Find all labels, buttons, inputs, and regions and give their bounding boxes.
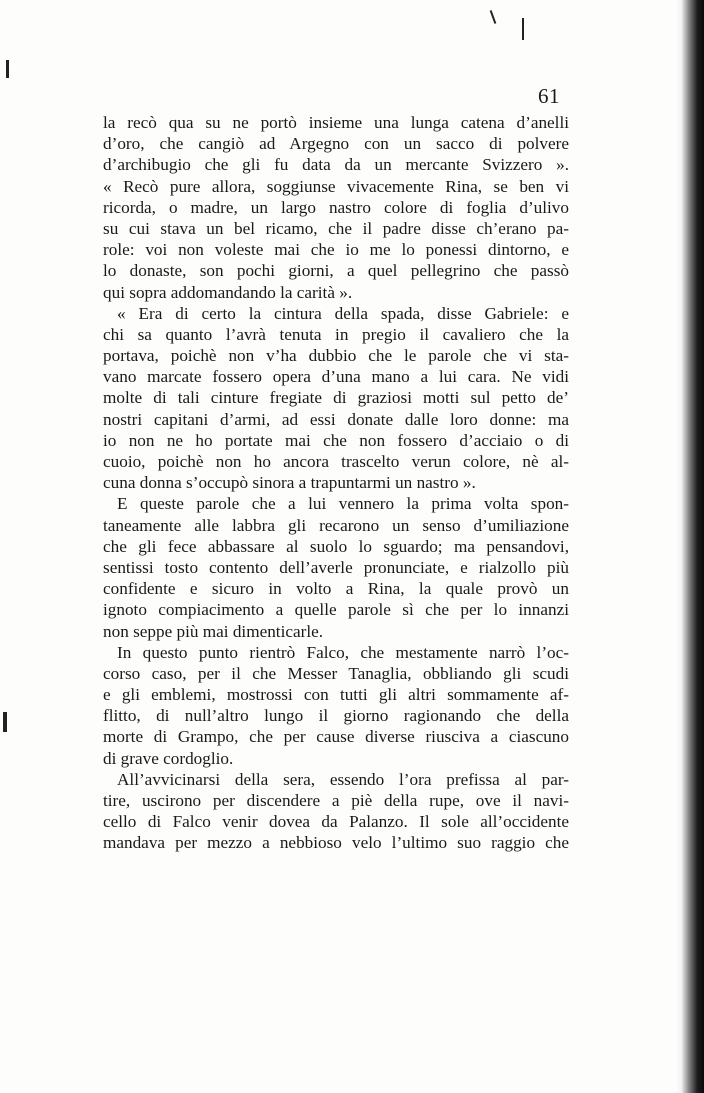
scan-mark [3, 712, 7, 732]
text-line: role: voi non voleste mai che io me lo ponessi dintorno, e [103, 240, 569, 260]
text-line: taneamente alle labbra gli recarono un senso d’umiliazione [103, 515, 569, 535]
text-line: cuoio, poichè non ho ancora trascelto verun colore, nè al- [103, 452, 569, 471]
text-line: qui sopra addomandando la carità ». [103, 282, 353, 302]
text-line: non seppe più mai dimenticarle. [103, 621, 324, 641]
page-number: 61 [538, 84, 560, 108]
text-line: tire, uscirono per discendere a piè della rupe, ove il navi- [103, 791, 569, 810]
text-line: chi sa quanto l’avrà tenuta in pregio il cavaliero che la [103, 324, 569, 344]
text-line: ignoto compiacimento a quelle parole sì che per lo innanzi [103, 600, 569, 620]
text-line: la recò qua su ne portò insieme una lunga catena d’anelli [103, 113, 569, 132]
text-line: io non ne ho portate mai che non fossero d’acciaio o di [103, 430, 569, 450]
text-line: flitto, di null’altro lungo il giorno ragionando che della [103, 706, 569, 726]
text-line: molte di tali cinture fregiate di graziosi motti sul petto de’ [103, 388, 569, 408]
scan-mark [522, 18, 524, 40]
text-line: lo donaste, son pochi giorni, a quel pellegrino che passò [103, 261, 569, 281]
text-line: che gli fece abbassare al suolo lo sguardo; ma pensandovi, [103, 536, 569, 556]
text-line: All’avvicinarsi della sera, essendo l’ora prefissa al par- [117, 769, 569, 789]
text-line: vano marcate fossero opera d’una mano a lui cara. Ne vidi [103, 367, 569, 387]
text-line: corso caso, per il che Messer Tanaglia, obbliando gli scudi [103, 663, 569, 683]
text-line: e gli emblemi, mostrossi con tutti gli altri sommamente af- [103, 685, 569, 705]
text-line: portava, poichè non v’ha dubbio che le parole che vi sta- [103, 346, 569, 366]
text-line: morte di Grampo, che per cause diverse riusciva a ciascuno [103, 727, 569, 747]
text-line: sentissi tosto contento dell’averle pronunciate, e rialzollo più [103, 557, 569, 577]
text-line: d’archibugio che gli fu data da un mercante Svizzero ». [103, 155, 569, 175]
text-line: su cui stava un bel ricamo, che il padre disse ch’erano pa- [103, 218, 569, 238]
text-line: di grave cordoglio. [103, 748, 234, 768]
text-line: In questo punto rientrò Falco, che mestamente narrò l’oc- [117, 642, 569, 662]
scan-mark [490, 10, 497, 24]
text-line: « Recò pure allora, soggiunse vivacemente Rina, se ben vi [103, 176, 569, 196]
text-line: E queste parole che a lui vennero la prima volta spon- [117, 494, 569, 514]
body-text [103, 112, 569, 854]
text-line: ricorda, o madre, un largo nastro colore di foglia d’ulivo [103, 197, 569, 217]
scan-mark [6, 60, 9, 78]
text-line: cuna donna s’occupò sinora a trapuntarmi un nastro ». [103, 473, 476, 493]
scan-edge [682, 0, 704, 1093]
text-line: mandava per mezzo a nebbioso velo l’ultimo suo raggio che [103, 833, 569, 853]
text-line: nostri capitani d’armi, ad essi donate dalle loro donne: ma [103, 409, 569, 429]
text-line: confidente e sicuro in volto a Rina, la quale provò un [103, 579, 569, 599]
text-line: « Era di certo la cintura della spada, disse Gabriele: e [117, 303, 569, 323]
text-line: d’oro, che cangiò ad Argegno con un sacco di polvere [103, 134, 569, 154]
text-line: cello di Falco venir dovea da Palanzo. Il sole all’occidente [103, 812, 569, 832]
